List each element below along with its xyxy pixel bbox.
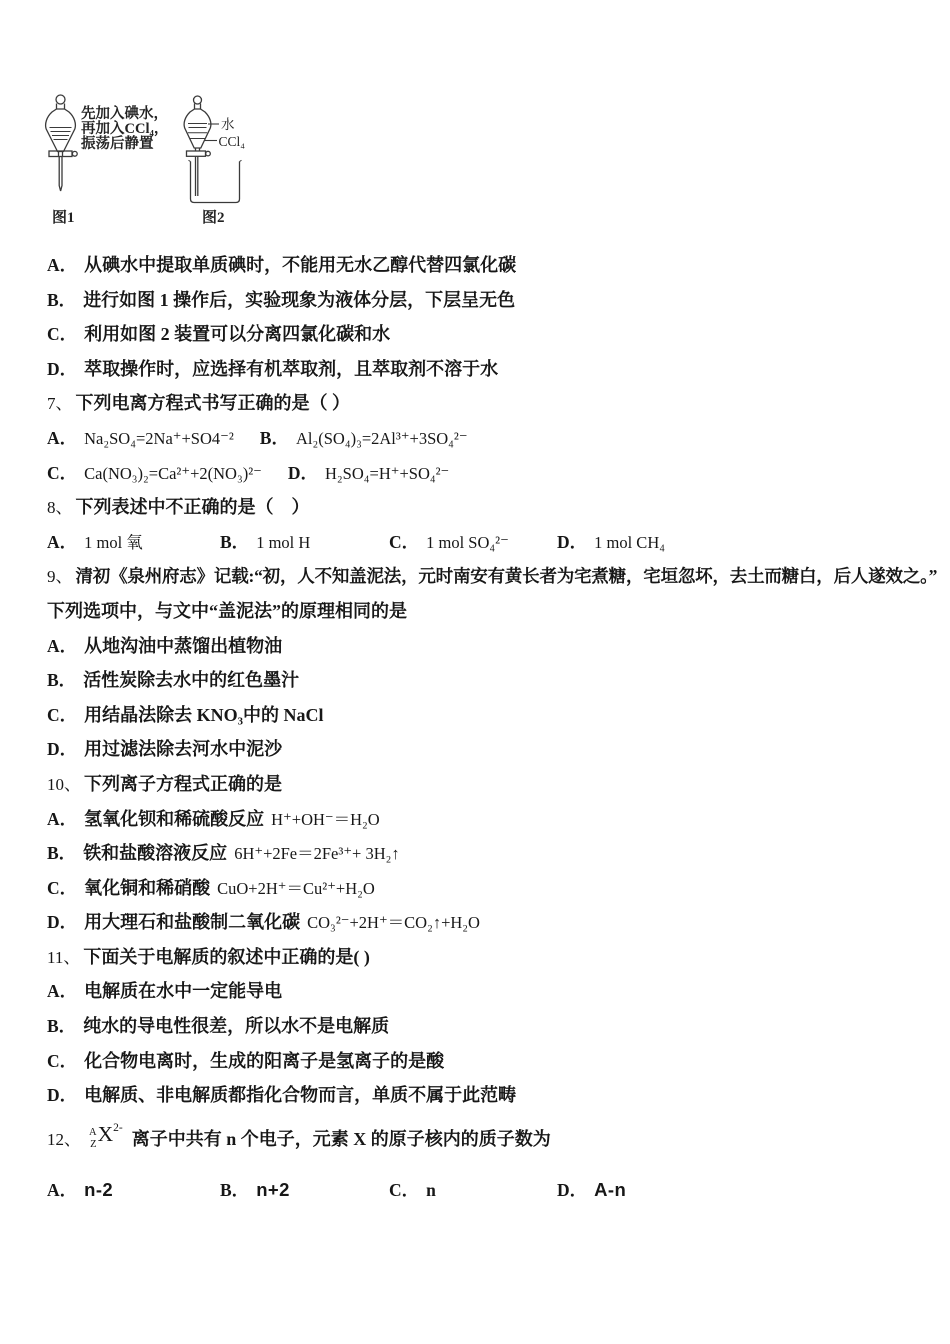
option-text: n bbox=[426, 1179, 436, 1200]
option-letter: C． bbox=[47, 877, 78, 898]
q6-option-c bbox=[47, 317, 922, 352]
option-text: 从碘水中提取单质碘时，不能用无水乙醇代替四氯化碳 bbox=[84, 255, 517, 275]
q9-stem-line2 bbox=[47, 594, 922, 629]
option-text: 1 mol SO₄²⁻ bbox=[426, 532, 509, 552]
mass-number: A bbox=[89, 1126, 97, 1138]
option-text: 从地沟油中蒸馏出植物油 bbox=[84, 635, 283, 656]
option-letter: D． bbox=[557, 531, 588, 552]
fig1-note-line1: 先加入碘水， bbox=[81, 106, 168, 122]
option-letter: D． bbox=[287, 462, 319, 483]
option-text: 1 mol 氧 bbox=[84, 532, 143, 552]
mass-atomic-numbers bbox=[89, 1127, 97, 1151]
question-number: 8、 bbox=[47, 498, 73, 518]
option-text: 电解质、非电解质都指化合物而言，单质不属于此范畴 bbox=[84, 1085, 517, 1106]
q7-stem bbox=[47, 386, 922, 421]
option-letter: B． bbox=[47, 670, 77, 691]
option-text: 1 mol H bbox=[256, 532, 311, 552]
q8-options bbox=[47, 525, 922, 560]
option-letter: A． bbox=[47, 255, 78, 275]
fig1-funnel-icon bbox=[46, 95, 78, 191]
question-number: 11、 bbox=[47, 947, 81, 967]
option-text: 用结晶法除去 KNO₃中的 NaCl bbox=[84, 704, 324, 725]
option-formula: H⁺+OH⁻＝H₂O bbox=[271, 809, 380, 829]
option-letter: B． bbox=[220, 1179, 250, 1200]
option-text: 用过滤法除去河水中泥沙 bbox=[84, 739, 283, 760]
option-text: n+2 bbox=[256, 1178, 290, 1200]
fig1-caption: 图1 bbox=[52, 210, 75, 226]
question-text: 下列离子方程式正确的是 bbox=[84, 773, 282, 794]
option-letter: A． bbox=[47, 1179, 78, 1200]
question-text: 下面关于电解质的叙述中正确的是( ) bbox=[83, 946, 370, 967]
option-text: 利用如图 2 装置可以分离四氯化碳和水 bbox=[84, 324, 391, 345]
option-letter: C． bbox=[389, 1179, 420, 1200]
option-formula: Ca(NO₃)₂=Ca²⁺+2(NO₃)²⁻ bbox=[84, 463, 262, 483]
atomic-number: Z bbox=[90, 1138, 97, 1150]
q11-option-b bbox=[47, 1009, 922, 1044]
q9-option-b bbox=[47, 663, 922, 698]
question-text: 清初《泉州府志》记载:“初，人不知盖泥法，元时南安有黄长者为宅煮糖，宅垣忽坏，去土而糖白，后人遂效之。” bbox=[75, 566, 938, 587]
option-letter: D． bbox=[47, 912, 78, 933]
option-text: 进行如图 1 操作后，实验现象为液体分层，下层呈无色 bbox=[83, 289, 516, 310]
q12-options bbox=[47, 1173, 922, 1208]
q10-option-c bbox=[47, 871, 922, 906]
fig2-caption: 图2 bbox=[202, 210, 225, 226]
option-letter: C． bbox=[47, 462, 78, 483]
option-letter: A． bbox=[47, 981, 78, 1002]
option-letter: D． bbox=[47, 358, 78, 379]
option-letter: B． bbox=[47, 1016, 77, 1037]
q8-option-c bbox=[389, 525, 553, 562]
option-letter: C． bbox=[47, 324, 78, 345]
option-letter: C． bbox=[47, 704, 78, 725]
fig1-note-line3: 振荡后静置 bbox=[81, 136, 154, 152]
option-letter: C． bbox=[47, 1050, 78, 1071]
question-number: 12、 bbox=[47, 1130, 81, 1150]
option-letter: A． bbox=[47, 635, 78, 656]
question-text: 离子中共有 n 个电子，元素 X 的原子核内的质子数为 bbox=[131, 1129, 551, 1150]
q10-option-b bbox=[47, 836, 922, 871]
q9-option-a bbox=[47, 629, 922, 664]
option-letter: B． bbox=[220, 531, 250, 552]
option-text: 铁和盐酸溶液反应 bbox=[83, 843, 228, 864]
option-text: 用大理石和盐酸制二氧化碳 bbox=[84, 912, 301, 933]
q11-stem bbox=[47, 940, 922, 975]
separatory-funnel-diagram bbox=[30, 84, 320, 234]
question-text: 下列表述中不正确的是（ ） bbox=[75, 497, 310, 518]
option-letter: D． bbox=[47, 739, 78, 760]
q12-option-b bbox=[220, 1173, 385, 1210]
q12-stem bbox=[47, 1113, 922, 1161]
option-letter: A． bbox=[47, 427, 78, 448]
ion-charge: 2- bbox=[113, 1121, 123, 1134]
q8-option-b bbox=[220, 525, 385, 562]
q9-option-d bbox=[47, 732, 922, 767]
question-text: 下列电离方程式书写正确的是（ ） bbox=[75, 393, 350, 414]
q11-option-d bbox=[47, 1078, 922, 1113]
q8-stem bbox=[47, 490, 922, 525]
option-text: n-2 bbox=[84, 1178, 114, 1200]
fig2-funnel-beaker-icon bbox=[184, 96, 241, 203]
fig2-ccl4-label: CCl₄ bbox=[218, 134, 245, 149]
option-text: 化合物电离时，生成的阳离子是氢离子的是酸 bbox=[84, 1050, 445, 1071]
q6-option-b bbox=[47, 283, 922, 318]
fig1-note-line2: 再加入CCl₄， bbox=[81, 121, 169, 137]
option-text: 电解质在水中一定能导电 bbox=[84, 981, 283, 1002]
element-symbol: X bbox=[97, 1121, 114, 1146]
q12-option-a bbox=[47, 1173, 216, 1210]
option-text: 活性炭除去水中的红色墨汁 bbox=[83, 670, 300, 691]
q9-option-c bbox=[47, 698, 922, 733]
option-letter: B． bbox=[47, 843, 77, 864]
option-formula: 6H⁺+2Fe＝2Fe³⁺+ 3H₂↑ bbox=[234, 844, 400, 864]
q7-options-ab bbox=[47, 421, 922, 456]
q7-options-cd bbox=[47, 456, 922, 491]
question-text: 下列选项中，与文中“盖泥法”的原理相同的是 bbox=[47, 600, 407, 621]
question-number: 7、 bbox=[47, 394, 73, 414]
option-text: 纯水的导电性很差，所以水不是电解质 bbox=[83, 1016, 390, 1037]
q11-option-c bbox=[47, 1044, 922, 1079]
q9-stem-line1 bbox=[47, 559, 938, 594]
option-formula: CO₃²⁻+2H⁺＝CO₂↑+H₂O bbox=[307, 913, 480, 933]
option-letter: A． bbox=[47, 531, 78, 552]
option-text: A-n bbox=[594, 1178, 627, 1200]
question-number: 9、 bbox=[47, 567, 73, 587]
option-letter: A． bbox=[47, 808, 78, 829]
q11-option-a bbox=[47, 974, 922, 1009]
q10-option-d bbox=[47, 905, 922, 940]
apparatus-figure bbox=[30, 84, 320, 234]
q12-option-d bbox=[557, 1173, 626, 1210]
fig2-water-label: 水 bbox=[221, 117, 235, 132]
option-text: 氧化铜和稀硝酸 bbox=[84, 877, 211, 898]
option-letter: C． bbox=[389, 531, 420, 552]
q8-option-d bbox=[557, 525, 665, 562]
option-formula: CuO+2H⁺＝Cu²⁺+H₂O bbox=[217, 878, 375, 898]
option-letter: D． bbox=[557, 1179, 588, 1200]
option-text: 氢氧化钡和稀硫酸反应 bbox=[84, 808, 265, 829]
option-letter: D． bbox=[47, 1085, 78, 1106]
q6-option-a bbox=[47, 248, 922, 283]
option-formula: H₂SO₄=H⁺+SO₄²⁻ bbox=[325, 463, 450, 483]
nuclide-notation bbox=[89, 1104, 123, 1161]
q10-stem bbox=[47, 767, 922, 802]
q6-option-d bbox=[47, 352, 922, 387]
question-body bbox=[47, 248, 938, 1207]
q12-option-c bbox=[389, 1173, 553, 1210]
option-letter: B． bbox=[259, 427, 289, 448]
option-text: 1 mol CH₄ bbox=[594, 532, 665, 552]
q8-option-a bbox=[47, 525, 216, 562]
option-text: 萃取操作时，应选择有机萃取剂，且萃取剂不溶于水 bbox=[84, 358, 499, 379]
option-formula: Na₂SO₄=2Na⁺+SO4⁻² bbox=[84, 428, 234, 448]
option-letter: B． bbox=[47, 289, 77, 310]
q10-option-a bbox=[47, 802, 922, 837]
option-formula: Al₂(SO₄)₃=2Al³⁺+3SO₄²⁻ bbox=[295, 428, 468, 448]
question-number: 10、 bbox=[47, 774, 81, 794]
